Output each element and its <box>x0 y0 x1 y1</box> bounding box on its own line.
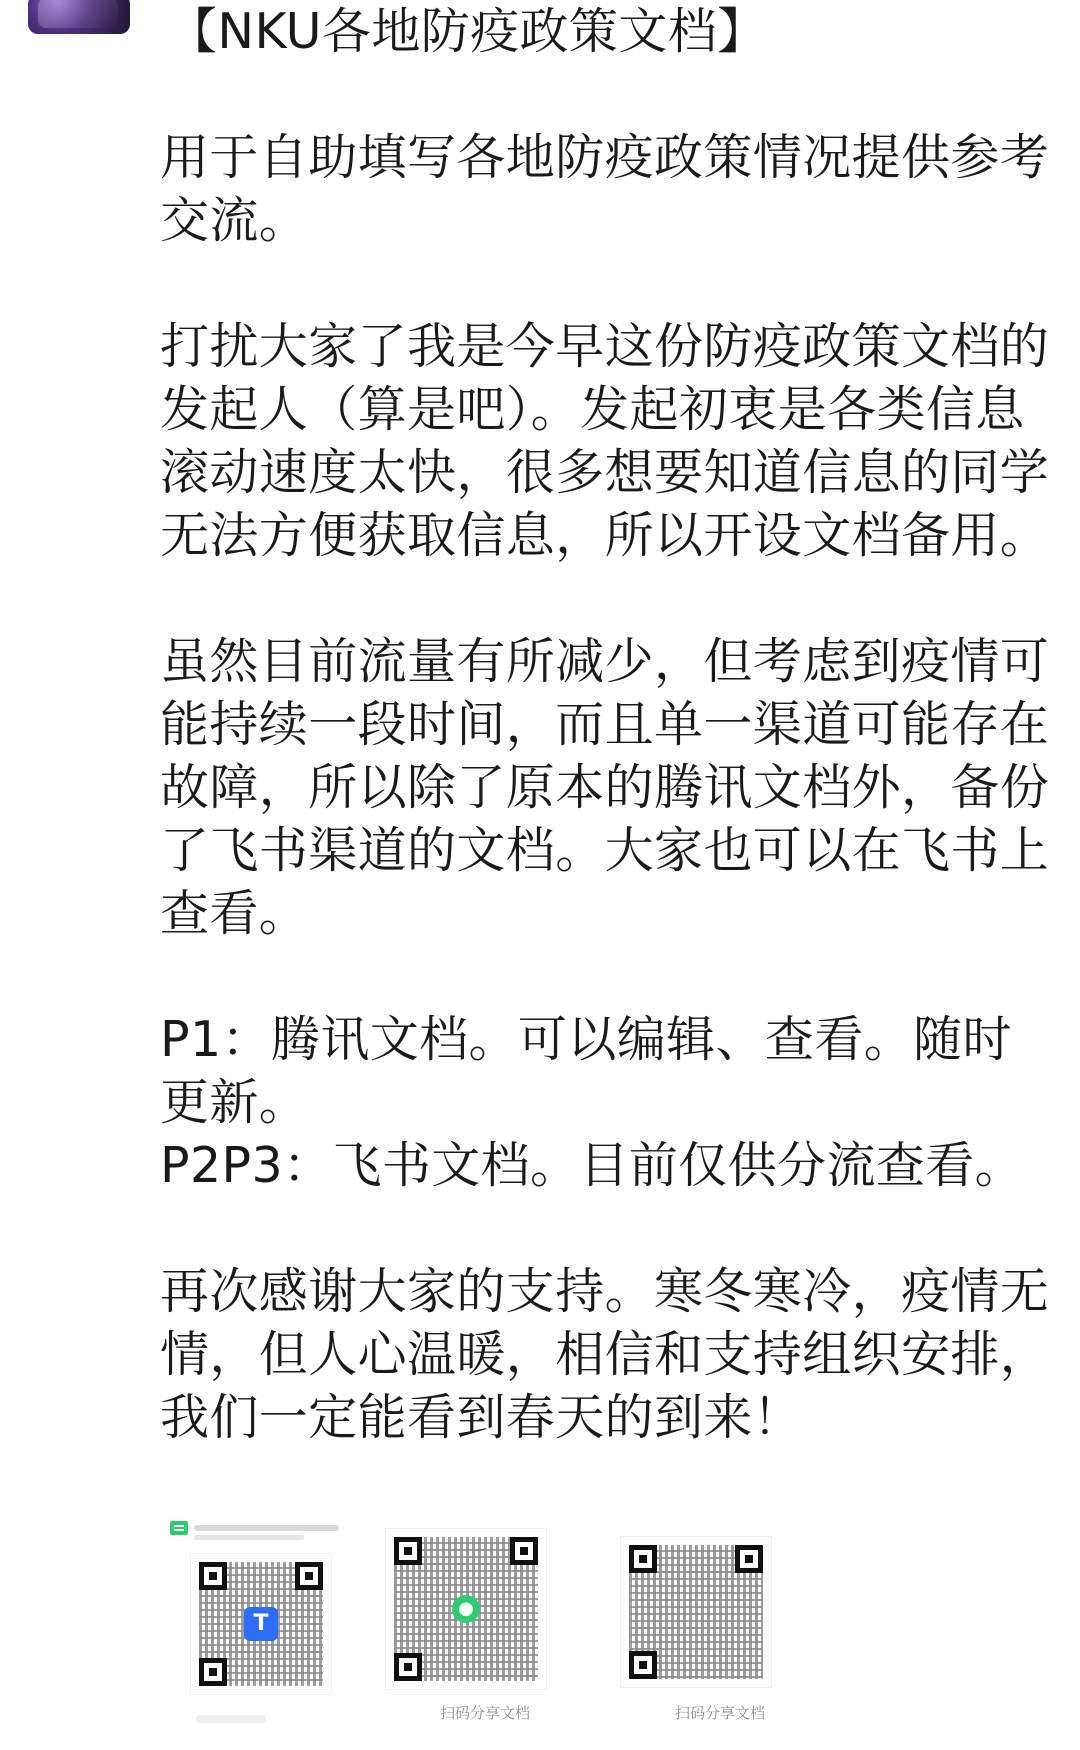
avatar <box>28 0 130 34</box>
qr-finder-top-right <box>295 1562 323 1590</box>
qr-image-row <box>160 1518 1060 1738</box>
right-caption: 扫码分享文档 <box>674 1704 765 1722</box>
qr-card-right[interactable] <box>620 1518 820 1738</box>
spacer-3 <box>160 945 1060 1008</box>
middle-caption: 扫码分享文档 <box>439 1704 530 1722</box>
qr-finder-top-right <box>735 1545 763 1573</box>
document-header <box>170 1518 350 1538</box>
qr-code-icon[interactable] <box>190 1553 332 1695</box>
qr-card-middle[interactable] <box>385 1518 585 1738</box>
qr-finder-bottom-left <box>394 1653 422 1681</box>
paragraph-5: P2P3：飞书文档。目前仅供分流查看。 <box>160 1137 1025 1194</box>
document-icon <box>170 1521 188 1535</box>
paragraph-4: P1：腾讯文档。可以编辑、查看。随时更新。 <box>160 1011 1012 1131</box>
qr-finder-top-left <box>394 1537 422 1565</box>
qr-code-icon[interactable] <box>385 1528 547 1690</box>
spacer-4 <box>160 1197 1060 1260</box>
paragraph-6: 再次感谢大家的支持。寒冬寒冷，疫情无情，但人心温暖，相信和支持组织安排，我们一定能看到春天的到来！ <box>160 1263 1050 1446</box>
paragraph-2: 打扰大家了我是今早这份防疫政策文档的发起人（算是吧）。发起初衷是各类信息滚动速度太快，很多想要知道信息的同学无法方便获取信息，所以开设文档备用。 <box>160 318 1050 564</box>
document-title-placeholder <box>194 1525 339 1531</box>
qr-code-icon[interactable] <box>620 1536 772 1688</box>
spacer-1 <box>160 252 1060 315</box>
caption-placeholder <box>196 1715 266 1723</box>
qr-finder-bottom-left <box>199 1658 227 1686</box>
wechat-icon: ● <box>452 1595 480 1623</box>
paragraph-3: 虽然目前流量有所减少，但考虑到疫情可能持续一段时间，而且单一渠道可能存在故障，所以除了原本的腾讯文档外，备份了飞书渠道的文档。大家也可以在飞书上查看。 <box>160 633 1050 942</box>
message-text <box>160 0 1060 1449</box>
paragraph-1: 用于自助填写各地防疫政策情况提供参考交流。 <box>160 129 1050 249</box>
tencent-doc-icon: T <box>244 1607 278 1641</box>
qr-card-left[interactable] <box>160 1518 360 1738</box>
qr-finder-top-right <box>510 1537 538 1565</box>
qr-finder-bottom-left <box>629 1651 657 1679</box>
post-title: 【NKU各地防疫政策文档】 <box>168 3 767 60</box>
qr-finder-top-left <box>199 1562 227 1590</box>
qr-finder-top-left <box>629 1545 657 1573</box>
spacer-2 <box>160 567 1060 630</box>
message-bubble <box>160 0 1060 1449</box>
